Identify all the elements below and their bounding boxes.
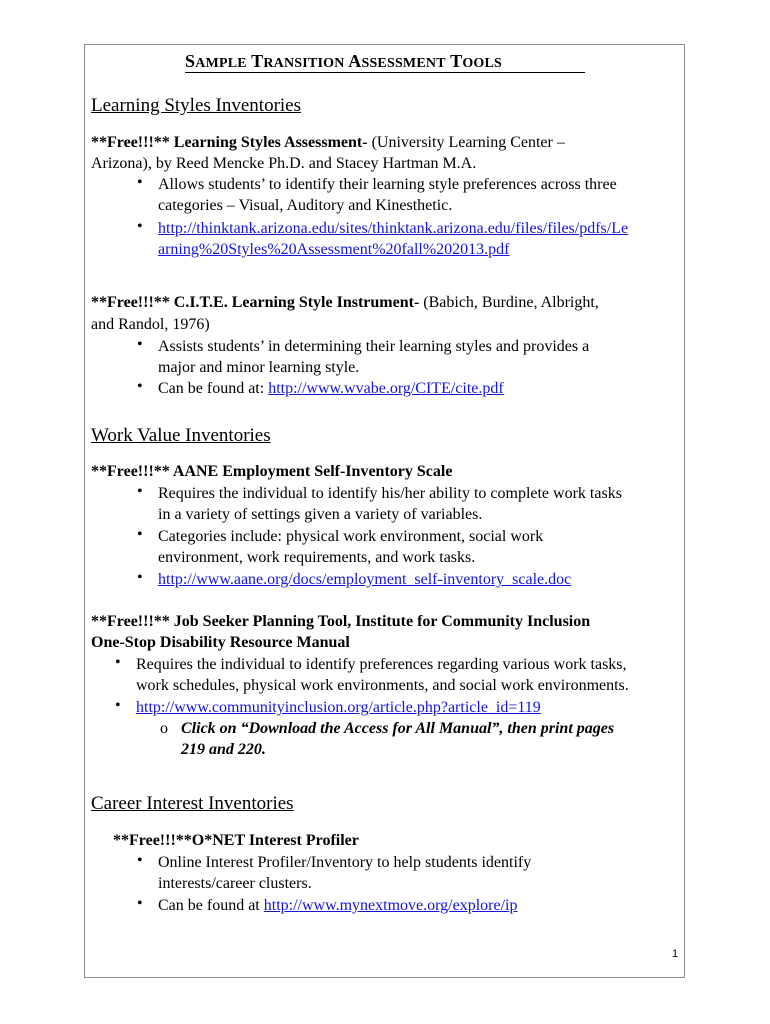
bullet-icon: • <box>137 336 143 353</box>
community-inclusion-link[interactable]: http://www.communityinclusion.org/article.php?article_id=119 <box>136 699 541 716</box>
work-item2-sub-line1: Click on “Download the Access for All Manual”, then print pages <box>181 720 615 737</box>
learning-item1-bullet1-line2: categories – Visual, Auditory and Kinesthetic. <box>158 197 453 214</box>
bullet-icon: • <box>137 218 143 235</box>
document-title: SAMPLE TRANSITION ASSESSMENT TOOLS <box>185 51 503 71</box>
learning-item2-line2: and Randol, 1976) <box>91 316 210 333</box>
aane-link[interactable]: http://www.aane.org/docs/employment_self-inventory_scale.doc <box>158 571 572 588</box>
work-item1-bullet2-line2: environment, work requirements, and work tasks. <box>158 549 476 566</box>
section-heading-learning-styles: Learning Styles Inventories <box>91 95 302 116</box>
learning-item2-bullet1-line1: Assists students’ in determining their learning styles and provides a <box>158 338 590 355</box>
title-underline <box>185 72 585 73</box>
bullet-icon: • <box>137 895 143 912</box>
work-item1-title: **Free!!!** AANE Employment Self-Inventory Scale <box>91 463 453 480</box>
bullet-icon: • <box>137 526 143 543</box>
bullet-icon: • <box>115 654 121 671</box>
bullet-icon: • <box>137 483 143 500</box>
learning-item1-line2: Arizona), by Reed Mencke Ph.D. and Stacey Hartman M.A. <box>91 155 477 172</box>
bullet-icon: • <box>137 174 143 191</box>
work-item2-bullet1-line1: Requires the individual to identify preferences regarding various work tasks, <box>136 656 627 673</box>
career-item1-bullet1-line1: Online Interest Profiler/Inventory to help students identify <box>158 854 532 871</box>
section-heading-work-value: Work Value Inventories <box>91 425 271 446</box>
learning-item1-line1: **Free!!!** Learning Styles Assessment- (University Learning Center – <box>91 134 565 151</box>
learning-item1-link-line1[interactable]: http://thinktank.arizona.edu/sites/thinktank.arizona.edu/files/files/pdfs/Le <box>158 220 629 237</box>
work-item2-bullet1-line2: work schedules, physical work environments, and social work environments. <box>136 677 629 694</box>
work-item2-title-line2: One-Stop Disability Resource Manual <box>91 634 350 651</box>
cite-link[interactable]: http://www.wvabe.org/CITE/cite.pdf <box>268 380 504 397</box>
learning-item2-bullet2: Can be found at: http://www.wvabe.org/CITE/cite.pdf <box>158 380 504 397</box>
sub-bullet-marker: o <box>160 720 168 737</box>
learning-item2-bullet1-line2: major and minor learning style. <box>158 359 360 376</box>
bullet-icon: • <box>137 569 143 586</box>
mynextmove-link[interactable]: http://www.mynextmove.org/explore/ip <box>263 897 518 914</box>
bullet-icon: • <box>137 852 143 869</box>
work-item2-sub-line2: 219 and 220. <box>181 741 266 758</box>
bullet-icon: • <box>137 378 143 395</box>
career-item1-bullet1-line2: interests/career clusters. <box>158 875 312 892</box>
career-item1-bullet2: Can be found at http://www.mynextmove.org/explore/ip <box>158 897 518 914</box>
work-item1-bullet2-line1: Categories include: physical work environment, social work <box>158 528 544 545</box>
work-item2-title-line1: **Free!!!** Job Seeker Planning Tool, Institute for Community Inclusion <box>91 613 591 630</box>
career-item1-title: **Free!!!**O*NET Interest Profiler <box>113 832 359 849</box>
page-number: 1 <box>672 948 679 960</box>
learning-item1-link-line2[interactable]: arning%20Styles%20Assessment%20fall%202013.pdf <box>158 241 510 258</box>
work-item1-bullet1-line1: Requires the individual to identify his/her ability to complete work tasks <box>158 485 622 502</box>
learning-item2-line1: **Free!!!** C.I.T.E. Learning Style Instrument- (Babich, Burdine, Albright, <box>91 294 599 311</box>
section-heading-career-interest: Career Interest Inventories <box>91 793 294 814</box>
work-item1-bullet1-line2: in a variety of settings given a variety of variables. <box>158 506 483 523</box>
bullet-icon: • <box>115 697 121 714</box>
learning-item1-bullet1-line1: Allows students’ to identify their learning style preferences across three <box>158 176 617 193</box>
